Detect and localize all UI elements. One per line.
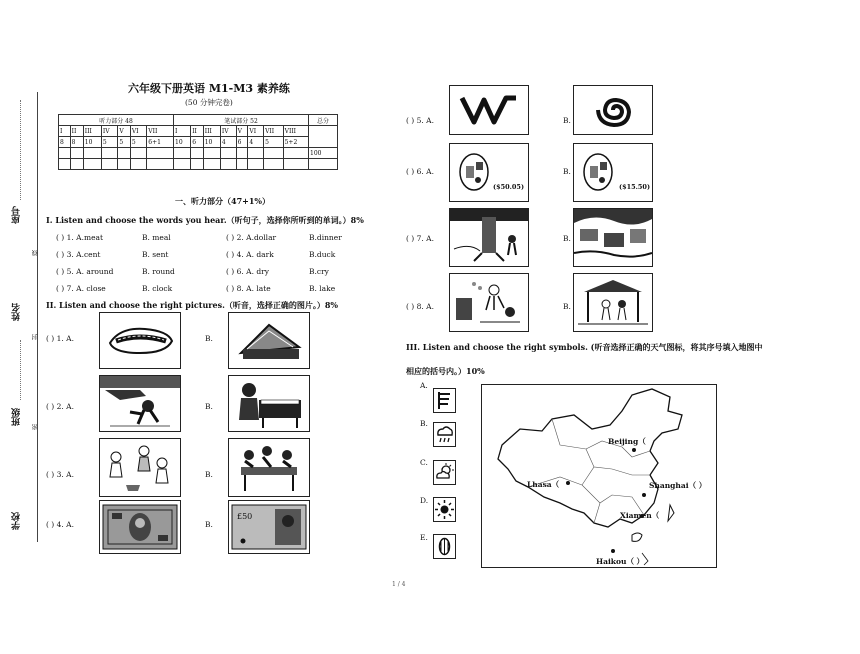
snow-icon [433,534,456,559]
city-marker-haikou [611,549,615,553]
option-b: B. [563,302,571,311]
table-cell [283,148,308,159]
binding-mark: 密 [32,424,39,430]
name-label: 姓名 [12,303,22,321]
question-item: ( ) 1. A.meat [56,233,103,242]
picture-playground [449,273,529,332]
option-b: B. sent [142,250,169,259]
table-cell: 6 [236,137,248,148]
symbol-option-d: D. [420,496,429,505]
picture-price-a [449,143,529,202]
windy-icon [433,388,456,413]
option-b: B. [205,520,213,529]
question-item: ( ) 7. A. close [56,284,106,293]
cloudy-sun-icon [433,460,456,485]
table-cell [101,148,117,159]
table-cell: 5 [101,137,117,148]
table-cell [118,148,130,159]
picture-ice-skating [99,375,181,432]
table-cell: 10 [174,137,191,148]
table-cell [236,148,248,159]
option-b: B. round [142,267,175,276]
page-title: 六年级下册英语 M1-M3 素养练 [128,82,290,95]
binding-line [37,92,38,542]
option-b: B. clock [142,284,173,293]
question-item: ( ) 6. A. [406,167,434,176]
table-cell [236,159,248,170]
question-item: ( ) 8. A. late [226,284,271,293]
city-marker-lhasa [566,481,570,485]
total-points: 100 [309,148,338,159]
option-b: B. meal [142,233,171,242]
note-label: £50 [237,512,253,521]
table-cell [264,148,284,159]
price-label: ($15.50) [619,183,651,191]
table-cell: III [203,126,220,137]
table-cell: 5+2 [283,137,308,148]
option-b: B.duck [309,250,336,259]
table-cell [309,126,338,148]
table-cell: VI [248,126,264,137]
symbol-option-b: B. [420,419,428,428]
city-label-lhasa: Lhasa（ [527,480,560,489]
question-item: ( ) 4. A. [46,520,74,529]
binding-dotted-line [20,100,21,200]
picture-zigzag [449,85,529,135]
question-item: ( ) 8. A. [406,302,434,311]
symbol-option-e: E. [420,533,428,542]
table-cell [203,148,220,159]
table-cell [174,148,191,159]
table-cell [203,159,220,170]
city-marker-beijing [632,448,636,452]
table-cell: VII [264,126,284,137]
question-item: ( ) 5. A. [406,116,434,125]
picture-hotdog [99,312,181,369]
table-cell: 5 [130,137,146,148]
city-label-shanghai: Shanghai（ ） [649,481,707,490]
price-label: ($50.05) [493,183,525,191]
picture-dollar-bill [99,500,181,554]
binding-mark: 线 [32,250,39,256]
table-cell: I [59,126,71,137]
question-item: ( ) 6. A. dry [226,267,269,276]
option-b: B. [563,116,571,125]
table-cell: 6 [191,137,204,148]
city-label-haikou: Haikou（ ） [596,557,645,566]
option-b: B. lake [309,284,336,293]
table-cell [283,159,308,170]
table-cell [248,159,264,170]
table-cell: 8 [59,137,71,148]
picture-sandwich [228,312,310,369]
option-b: B.dinner [309,233,342,242]
table-cell [248,148,264,159]
table-cell: III [83,126,101,137]
school-label: 学校 [12,512,22,530]
option-b: B. [205,402,213,411]
score-table [58,114,338,170]
question-item: ( ) 4. A. dark [226,250,274,259]
table-cell [83,148,101,159]
city-marker-shanghai [642,493,646,497]
table-cell [101,159,117,170]
table-cell: II [70,126,83,137]
picture-river-town [573,208,653,267]
part1-title: I. Listen and choose the words you hear.（听句子，选择你所听到的单词。）8% [46,215,364,225]
table-cell: IV [220,126,236,137]
table-cell: 4 [220,137,236,148]
section-heading: 一、听力部分（47+1%） [175,196,271,206]
picture-tree-park [449,208,529,267]
table-cell [174,159,191,170]
class-label: 班级 [12,408,22,426]
table-cell [130,148,146,159]
page-subtitle: (50 分钟完卷) [185,98,233,107]
option-b: B. [563,234,571,243]
table-cell: IV [101,126,117,137]
table-cell: VII [147,126,174,137]
part3-title-continued: 相应的括号内。）10% [406,366,485,376]
picture-children-group [99,438,181,497]
table-cell [59,148,71,159]
table-cell: 6+1 [147,137,174,148]
table-cell [147,148,174,159]
picture-pound-note [228,500,310,554]
picture-piano [228,375,310,432]
table-cell [191,159,204,170]
table-cell [130,159,146,170]
option-b: B.cry [309,267,329,276]
symbol-option-c: C. [420,458,428,467]
table-cell [264,159,284,170]
question-item: ( ) 3. A.cent [56,250,101,259]
table-cell: 10 [83,137,101,148]
sun-icon [433,497,456,522]
table-cell [220,159,236,170]
table-cell: 4 [248,137,264,148]
table-cell [70,159,83,170]
table-cell [309,159,338,170]
table-cell [147,159,174,170]
table-cell: 10 [203,137,220,148]
table-cell [70,148,83,159]
question-item: ( ) 2. A.dollar [226,233,277,242]
table-cell: 5 [264,137,284,148]
page-number: 1 / 4 [392,581,406,588]
question-item: ( ) 2. A. [46,402,74,411]
picture-pavilion [573,273,653,332]
option-b: B. [205,334,213,343]
table-cell: 5 [118,137,130,148]
option-b: B. [563,167,571,176]
table-cell [191,148,204,159]
rain-cloud-icon [433,422,456,447]
table-cell: V [236,126,248,137]
table-cell: II [191,126,204,137]
table-cell: VIII [283,126,308,137]
writing-header: 笔试部分 52 [174,115,309,126]
exam-number-label: 座号 [12,206,22,224]
option-b: B. [205,470,213,479]
binding-dotted-line [20,340,21,400]
binding-mark: 封 [32,334,39,340]
table-cell [83,159,101,170]
listening-header: 听力部分 48 [59,115,174,126]
part2-title: II. Listen and choose the right pictures.（听音，选择正确的图片。）8% [46,300,339,310]
table-cell [118,159,130,170]
table-cell: I [174,126,191,137]
table-cell: VI [130,126,146,137]
table-cell [220,148,236,159]
question-item: ( ) 3. A. [46,470,74,479]
city-label-xiamen: Xiamen（ [620,511,660,520]
china-map [481,384,717,568]
table-cell [59,159,71,170]
table-cell: 8 [70,137,83,148]
question-item: ( ) 5. A. around [56,267,114,276]
question-item: ( ) 7. A. [406,234,434,243]
city-label-beijing: Beijing（ [608,437,646,446]
table-cell: V [118,126,130,137]
picture-price-b [573,143,653,202]
picture-spiral [573,85,653,135]
total-header: 总分 [309,115,338,126]
symbol-option-a: A. [420,381,428,390]
part3-title: III. Listen and choose the right symbols. (听音选择正确的天气图标，将其序号填入地图中 [406,342,763,352]
question-item: ( ) 1. A. [46,334,74,343]
picture-dinner-table [228,438,310,497]
